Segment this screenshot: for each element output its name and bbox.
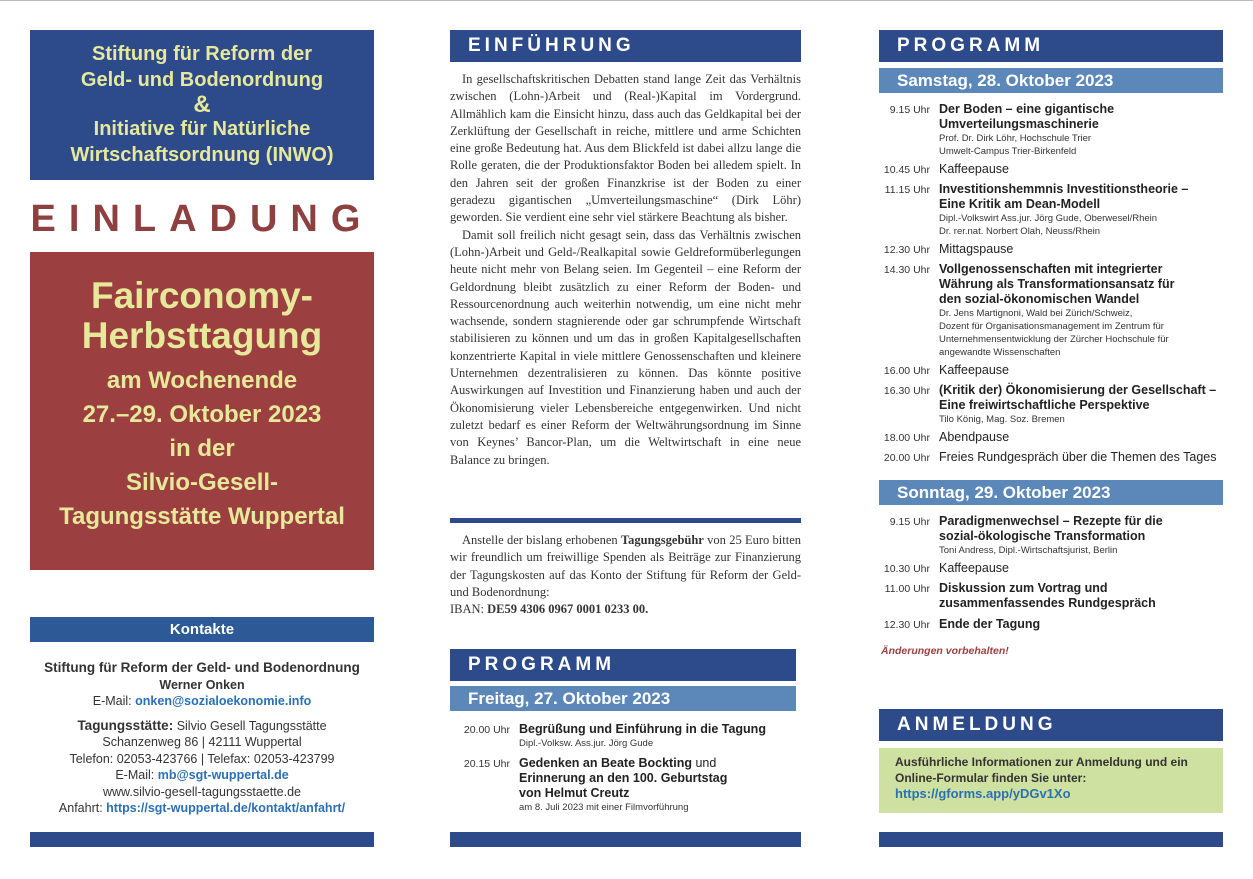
registration-box — [879, 748, 1223, 813]
registration-link[interactable]: https://gforms.app/yDGv1Xo — [895, 786, 1071, 801]
program-title: sozial-ökologische Transformation — [939, 529, 1146, 543]
intro-text — [450, 71, 801, 469]
program-title: Der Boden – eine gigantische — [939, 102, 1115, 116]
org-ampersand: & — [193, 91, 211, 118]
program-title: den sozial-ökonomischen Wandel — [939, 292, 1140, 306]
bottom-bar-middle — [450, 832, 801, 847]
venue-route-link[interactable]: https://sgt-wuppertal.de/kontakt/anfahrt/ — [106, 801, 346, 815]
day-header-saturday: Samstag, 28. Oktober 2023 — [879, 68, 1223, 93]
program-title: Begrüßung und Einführung in die Tagung — [519, 722, 766, 736]
program-title: Umverteilungsmaschinerie — [939, 117, 1099, 131]
program-item — [870, 430, 1225, 446]
venue-phone: Telefon: 02053-423766 | Telefax: 02053-423799 — [69, 751, 335, 766]
program-sunday — [870, 514, 1225, 637]
event-detail-line: in der — [169, 435, 235, 462]
event-title-line: Herbsttagung — [81, 315, 323, 356]
program-title: zusammenfassendes Rundgespräch — [939, 596, 1156, 610]
program-speaker: Unternehmensentwicklung der Zürcher Hochschule für — [939, 334, 1169, 345]
event-venue-line: Silvio-Gesell- — [125, 469, 279, 496]
program-time: 16.30 Uhr — [883, 385, 930, 397]
program-time: 20.15 Uhr — [463, 758, 510, 770]
contacts-section — [30, 660, 374, 817]
day-header-friday: Freitag, 27. Oktober 2023 — [450, 686, 796, 711]
program-title: Eine Kritik am Dean-Modell — [939, 197, 1101, 211]
program-break: Abendpause — [939, 430, 1010, 444]
program-speaker: Dr. rer.nat. Norbert Olah, Neuss/Rhein — [939, 226, 1101, 237]
program-title: Erinnerung an den 100. Geburtstag — [519, 771, 728, 785]
event-venue-line: Tagungsstätte Wuppertal — [59, 503, 345, 530]
program-item — [870, 242, 1225, 258]
invitation-heading: EINLADUNG — [30, 198, 374, 240]
program-friday — [450, 722, 801, 818]
program-item — [870, 514, 1225, 557]
program-title: Diskussion zum Vortrag und — [939, 581, 1108, 595]
venue-email-link[interactable]: mb@sgt-wuppertal.de — [157, 768, 289, 782]
program-speaker: Dr. Jens Martignoni, Wald bei Zürich/Schweiz, — [939, 308, 1133, 319]
bottom-bar-left — [30, 832, 374, 847]
bottom-bar-right — [879, 832, 1223, 847]
section-divider — [450, 518, 801, 523]
venue-email-row — [30, 767, 374, 784]
program-title: Vollgenossenschaften mit integrierter — [939, 262, 1163, 276]
intro-header: EINFÜHRUNG — [450, 30, 801, 62]
program-time: 20.00 Uhr — [463, 724, 510, 736]
program-item — [450, 722, 801, 750]
program-speaker: Umwelt-Campus Trier-Birkenfeld — [939, 146, 1077, 157]
program-break: Kaffeepause — [939, 162, 1009, 176]
org-line: Initiative für Natürliche — [93, 118, 311, 140]
program-item — [870, 182, 1225, 238]
program-header-right: PROGRAMM — [879, 30, 1223, 62]
venue-route-label: Anfahrt: — [58, 801, 103, 815]
organizers-box — [30, 30, 374, 180]
program-time: 11.15 Uhr — [884, 184, 930, 196]
program-title: von Helmut Creutz — [519, 786, 630, 800]
program-title: Gedenken an Beate Bockting — [519, 756, 692, 770]
program-speaker: Prof. Dr. Dirk Löhr, Hochschule Trier — [939, 133, 1092, 144]
program-header-middle: PROGRAMM — [450, 649, 796, 681]
top-border — [0, 0, 1253, 1]
program-break: Mittagspause — [939, 242, 1014, 256]
program-speaker: am 8. Juli 2023 mit einer Filmvorführung — [519, 802, 689, 813]
fee-text-post: von 25 Euro bitten wir freundlich um freiwillige Spenden als Beiträge zur Finanzierung der Tagungskosten auf das Konto der Stiftung für Reform der Geld- und Bodenordnung: — [450, 533, 802, 599]
venue-route-row — [30, 800, 374, 817]
venue-website[interactable]: www.silvio-gesell-tagungsstaette.de — [102, 784, 302, 799]
org-line: Wirtschaftsordnung (INWO) — [70, 143, 334, 166]
intro-paragraph: In gesellschaftskritischen Debatten stand lange Zeit das Verhältnis zwischen (Lohn-)Arbeit und (Real-)Kapital im Vordergrund. Allmählich kam die Einsicht hinzu, dass auch das Geldkapital bei der Zerklüftung der Gesellschaft in reiche, mittlere und arme Schichten eine große Bedeutung hat. Aus dem Blickfeld ist dabei allzu lange die Rolle geraten, die der Produktionsfaktor Boden bei alledem spielt. In den Jahren seit der großen Finanzkrise ist der Boden zu einer geradezu gigantischen „Umverteilungsmaschine“ (Dirk Löhr) geworden. Sie verdient eine sehr viel stärkere Beachtung als bisher. — [450, 72, 801, 225]
program-speaker: Dozent für Organisationsmanagement im Zentrum für — [939, 321, 1164, 332]
program-title-rest: und — [691, 756, 717, 770]
program-item — [870, 617, 1225, 633]
venue-row — [30, 718, 374, 735]
program-title: Paradigmenwechsel – Rezepte für die — [939, 514, 1163, 528]
program-time: 16.00 Uhr — [883, 365, 930, 377]
program-title: Ende der Tagung — [939, 617, 1041, 631]
contacts-header: Kontakte — [30, 617, 374, 642]
program-break: Kaffeepause — [939, 561, 1009, 575]
contact-email-row — [30, 693, 374, 710]
org-line: Geld- und Bodenordnung — [80, 68, 324, 91]
venue-label: Tagungsstätte: — [77, 717, 174, 733]
iban-value: DE59 4306 0967 0001 0233 00. — [487, 602, 649, 617]
program-time: 9.15 Uhr — [889, 516, 930, 528]
program-item — [870, 162, 1225, 178]
program-item — [870, 262, 1225, 359]
program-title: Eine freiwirtschaftliche Perspektive — [939, 398, 1150, 412]
contact-email-link[interactable]: onken@sozialoekonomie.info — [135, 694, 312, 708]
program-time: 12.30 Uhr — [883, 244, 930, 256]
fee-text-pre: Anstelle der bislang erhobenen — [462, 533, 618, 547]
iban-label: IBAN: — [450, 602, 485, 617]
intro-paragraph: Damit soll freilich nicht gesagt sein, dass das Verhältnis zwischen (Lohn-)Arbeit und Geld-/Realkapital sowie Geldreformüberlegungen heute nicht mehr von Belang seien. Im Gegenteil – eine Reform der Geldordnung bleibt zusätzlich zu einer Reform der Boden- und Ressourcenordnung auch weiterhin notwendig, um eine nicht mehr wachsende, sondern stagnierende oder gar schrumpfende Wirtschaft stabilisieren zu können und um das in großen Kapitalgesellschaften konzentrierte Kapital in viele mittlere Genossenschaften und kleinere Unternehmen dezentralisieren zu können. Das könnte positive Auswirkungen auf Investition und Finanzierung haben und auch der Ökonomisierung vieler Lebensbereiche entgegenwirken. Und nicht zuletzt bedarf es einer Reform der Weltwährungsordnung im Sinne von Keynes’ Bancor-Plan, um die Weltwirtschaft in eine neue Balance zu bringen. — [450, 227, 801, 467]
program-speaker: Tilo König, Mag. Soz. Bremen — [939, 414, 1065, 425]
changes-note: Änderungen vorbehalten! — [881, 645, 1009, 657]
contact-email-label: E-Mail: — [92, 694, 132, 708]
registration-text: Ausführliche Informationen zur Anmeldung und ein — [895, 755, 1188, 769]
venue-address: Schanzenweg 86 | 42111 Wuppertal — [102, 735, 302, 749]
program-time: 11.00 Uhr — [884, 583, 930, 595]
program-title: Währung als Transformationsansatz für — [939, 277, 1175, 291]
org-line: Stiftung für Reform der — [92, 43, 312, 65]
event-details — [30, 364, 374, 534]
event-date: 27.–29. Oktober 2023 — [82, 401, 322, 428]
venue-email-label: E-Mail: — [115, 768, 155, 782]
program-item — [870, 581, 1225, 611]
program-speaker: angewandte Wissenschaften — [939, 347, 1061, 358]
program-item — [870, 561, 1225, 577]
contact-org: Stiftung für Reform der Geld- und Bodenordnung — [44, 660, 360, 675]
program-time: 20.00 Uhr — [883, 452, 930, 464]
program-time: 12.30 Uhr — [883, 619, 930, 631]
event-title — [30, 276, 374, 356]
program-speaker: Dipl.-Volksw. Ass.jur. Jörg Gude — [519, 738, 654, 749]
program-time: 18.00 Uhr — [883, 432, 930, 444]
venue-name: Silvio Gesell Tagungsstätte — [176, 718, 327, 733]
fee-label: Tagungsgebühr — [620, 533, 704, 547]
registration-text: Online-Formular finden Sie unter: — [895, 771, 1087, 785]
program-time: 10.30 Uhr — [883, 563, 930, 575]
program-saturday — [870, 102, 1225, 470]
day-header-sunday: Sonntag, 29. Oktober 2023 — [879, 480, 1223, 505]
program-item — [870, 383, 1225, 426]
registration-header: ANMELDUNG — [879, 709, 1223, 741]
program-speaker: Dipl.-Volkswirt Ass.jur. Jörg Gude, Oberwesel/Rhein — [939, 213, 1158, 224]
program-item-text: Freies Rundgespräch über die Themen des Tages — [939, 450, 1217, 464]
fee-text — [450, 532, 801, 618]
program-title: (Kritik der) Ökonomisierung der Gesellschaft – — [939, 383, 1217, 397]
program-break: Kaffeepause — [939, 363, 1009, 377]
program-time: 14.30 Uhr — [883, 264, 930, 276]
contact-name: Werner Onken — [159, 677, 245, 692]
program-speaker: Toni Andress, Dipl.-Wirtschaftsjurist, Berlin — [939, 545, 1118, 556]
event-title-line: Fairconomy- — [90, 275, 314, 316]
event-detail-line: am Wochenende — [106, 367, 298, 394]
program-time: 9.15 Uhr — [889, 104, 930, 116]
program-item — [450, 756, 801, 814]
program-time: 10.45 Uhr — [883, 164, 930, 176]
program-item — [870, 102, 1225, 158]
event-title-box — [30, 252, 374, 570]
program-item — [870, 363, 1225, 379]
program-item — [870, 450, 1225, 466]
program-title: Investitionshemmnis Investitionstheorie – — [939, 182, 1189, 196]
